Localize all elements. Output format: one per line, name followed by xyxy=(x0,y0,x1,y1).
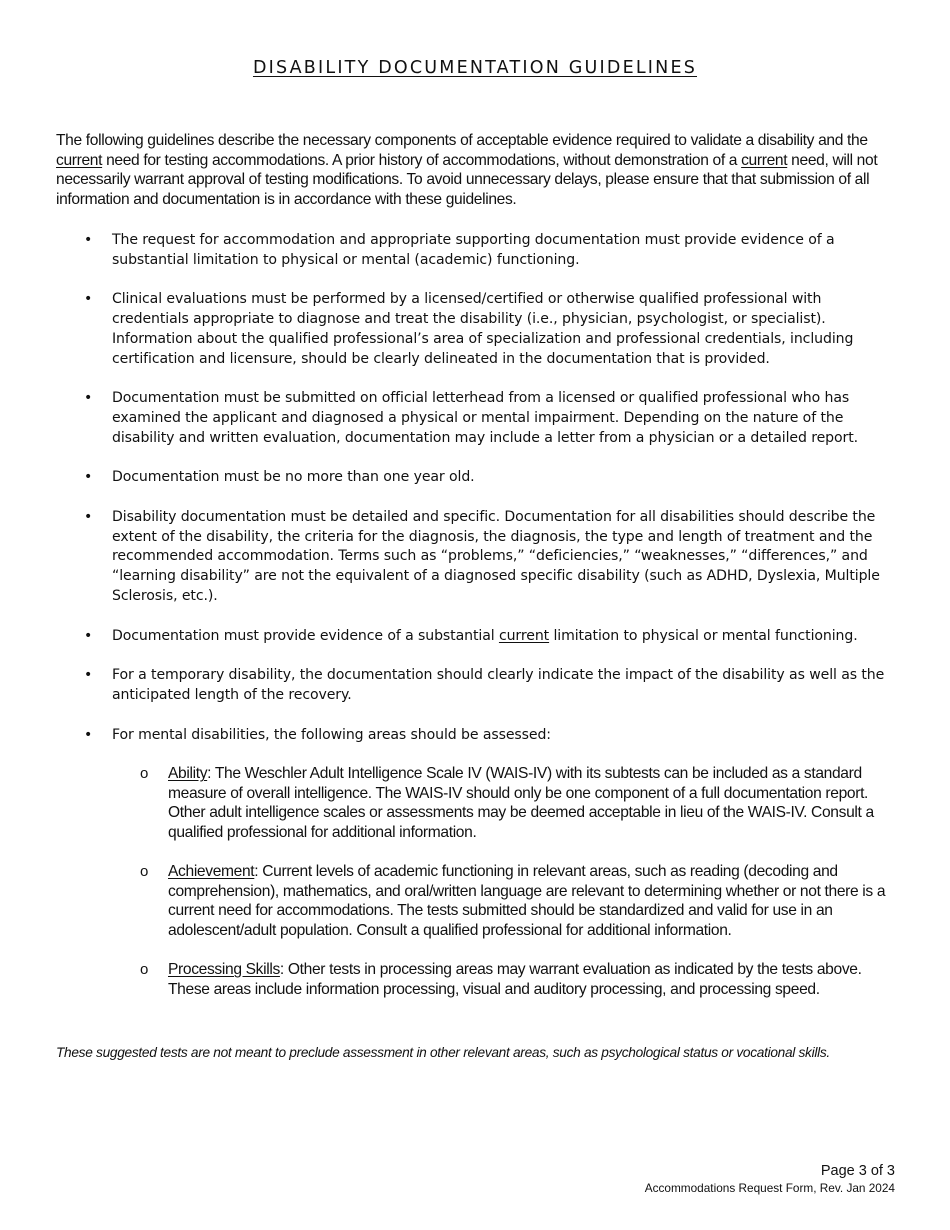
footnote: These suggested tests are not meant to preclude assessment in other relevant areas, such as psychological status or vocational skills. xyxy=(56,1045,830,1060)
assessment-area-text: : The Weschler Adult Intelligence Scale IV (WAIS-IV) with its subtests can be included as a standard measure of overall intelligence. The WAIS-IV should only be one component of a full documentation report. Other adult intelligence scales or assessments may be deemed acceptable in lieu of the WAIS-IV. Consult a qualified professional for additional information. xyxy=(168,765,874,841)
bullet-icon: • xyxy=(84,291,93,308)
bullet-icon: • xyxy=(84,390,93,407)
guideline-item xyxy=(0,389,894,448)
sub-bullet-icon: o xyxy=(140,961,148,979)
intro-text-3: need, will not necessarily warrant approval of testing modifications. To avoid unnecessary delays, please ensure that that submission of all information and documentation is in accordance with these guidelines. xyxy=(56,151,878,209)
bullet-icon: • xyxy=(84,627,93,644)
guideline-item xyxy=(0,627,894,647)
guideline-text: The request for accommodation and appropriate supporting documentation must provide evidence of a substantial limitation to physical or mental (academic) functioning. xyxy=(112,232,835,268)
assessment-area-item xyxy=(0,960,894,999)
assessment-area-text: : Other tests in processing areas may warrant evaluation as indicated by the tests above. These areas include information processing, visual and auditory processing, and processing speed. xyxy=(168,961,862,998)
sub-bullet-icon: o xyxy=(140,765,148,783)
sub-bullet-icon: o xyxy=(140,863,148,881)
guideline-item xyxy=(0,290,894,369)
guideline-text: Clinical evaluations must be performed by a licensed/certified or otherwise qualified professional with credentials appropriate to diagnose and treat the disability (i.e., physician, psychologist, or specialist). Information about the qualified professional’s area of specialization and professional credentials, including certification and licensure, should be clearly delineated in the documentation that is provided. xyxy=(112,291,854,367)
bullet-icon: • xyxy=(84,667,93,684)
guideline-text: For a temporary disability, the documentation should clearly indicate the impact of the disability as well as the anticipated length of the recovery. xyxy=(112,667,885,703)
bullet-icon: • xyxy=(84,726,93,743)
guideline-text-post: limitation to physical or mental functioning. xyxy=(549,627,858,644)
intro-current-underline-1: current xyxy=(56,151,103,169)
assessment-area-label: Achievement xyxy=(168,863,255,881)
guideline-text: Documentation must be submitted on official letterhead from a licensed or qualified professional who has examined the applicant and diagnosed a physical or mental impairment. Depending on the nature of the disability and written evaluation, documentation may include a letter from a physician or a detailed report. xyxy=(112,390,859,446)
guideline-item xyxy=(0,508,894,607)
form-revision: Accommodations Request Form, Rev. Jan 2024 xyxy=(644,1181,895,1195)
guideline-text: Documentation must be no more than one year old. xyxy=(112,469,475,486)
intro-paragraph xyxy=(56,131,906,210)
guideline-item xyxy=(0,726,894,1000)
bullet-icon: • xyxy=(84,509,93,526)
assessment-area-label: Ability xyxy=(168,765,208,783)
assessment-area-text: : Current levels of academic functioning in relevant areas, such as reading (decoding and comprehension), mathematics, and oral/written language are relevant to determining whether or not there is a current need for accommodations. The tests submitted should be standardized and valid for use in an adolescent/adult population. Consult a qualified professional for additional information. xyxy=(168,863,886,939)
page-footer xyxy=(645,1163,895,1195)
intro-current-underline-2: current xyxy=(741,151,788,169)
guideline-item xyxy=(0,468,894,488)
assessment-area-item xyxy=(0,764,894,842)
guideline-item xyxy=(0,231,894,270)
intro-text-2: need for testing accommodations. A prior history of accommodations, without demonstration of a xyxy=(102,151,742,169)
guideline-text-pre: Documentation must provide evidence of a substantial xyxy=(112,627,499,644)
assessment-area-label: Processing Skills xyxy=(168,961,280,979)
guideline-text: Disability documentation must be detailed and specific. Documentation for all disabilities should describe the extent of the disability, the criteria for the diagnosis, the diagnosis, the type and length of treatment and the recommended accommodation. Terms such as “problems,” “deficiencies,” “weaknesses,” “differences,” and “learning disability” are not the equivalent of a diagnosed specific disability (such as ADHD, Dyslexia, Multiple Sclerosis, etc.). xyxy=(112,509,880,604)
assessment-area-item xyxy=(0,862,894,940)
bullet-icon: • xyxy=(84,469,93,486)
current-underline: current xyxy=(498,627,550,644)
guideline-item xyxy=(0,666,894,705)
bullet-icon: • xyxy=(84,232,93,248)
page-number: Page 3 of 3 xyxy=(820,1163,895,1179)
page-title: DISABILITY DOCUMENTATION GUIDELINES xyxy=(252,58,698,78)
guideline-text: For mental disabilities, the following areas should be assessed: xyxy=(112,726,551,743)
assessment-areas-list xyxy=(0,764,950,999)
intro-text-1: The following guidelines describe the necessary components of acceptable evidence required to validate a disability and the xyxy=(56,132,868,149)
guidelines-list xyxy=(0,231,950,1019)
